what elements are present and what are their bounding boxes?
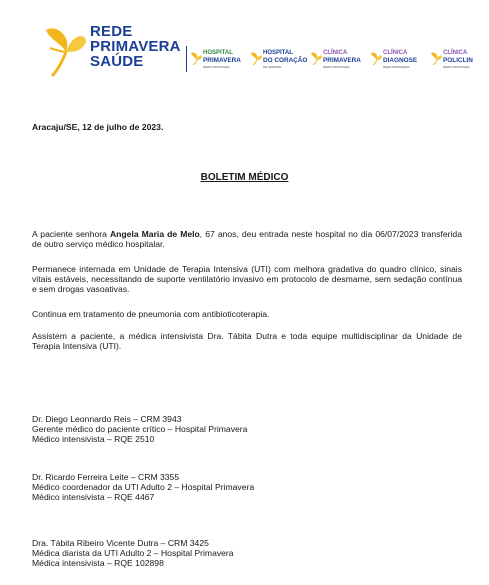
unit-line-2: PRIMAVERA	[203, 57, 241, 64]
signature-role: Médica diarista da UTI Adulto 2 – Hospital Primavera	[32, 548, 234, 559]
signature-rqe: Médico intensivista – RQE 4467	[32, 492, 155, 503]
unit-line-2: POLICLIN	[443, 57, 473, 64]
signature-name: Dr. Diego Leonnardo Reis – CRM 3943	[32, 414, 182, 424]
paragraph-status: Permanece internada em Unidade de Terapia Intensiva (UTI) com melhora gradativa do quadro clínico, sinais vitais estáveis, necessitando de suporte ventilatório invasivo em protocolo de desmame, sem sedação contínua e sem drogas vasoativas.	[32, 264, 462, 295]
paragraph-care-team: Assistem a paciente, a médica intensivista Dra. Tábita Dutra e toda equipe multidisciplinar da Unidade de Terapia Intensiva (UTI).	[32, 331, 462, 352]
unit-logos	[190, 50, 486, 74]
unit-line-2: PRIMAVERA	[323, 57, 361, 64]
unit-line-3: DE SERGIPE	[263, 65, 282, 69]
signature-role: Gerente médico do paciente crítico – Hospital Primavera	[32, 424, 248, 435]
signature-rqe: Médica intensivista – RQE 102898	[32, 558, 164, 569]
paragraph-treatment: Continua em tratamento de pneumonia com antibioticoterapia.	[32, 309, 270, 319]
clinica-diagnose-logo	[370, 50, 426, 74]
header-divider	[186, 46, 187, 72]
clinica-policlin-logo	[430, 50, 486, 74]
p1-before: A paciente senhora	[32, 229, 110, 239]
primavera-flower-icon	[42, 22, 88, 78]
document-date: Aracaju/SE, 12 de julho de 2023.	[32, 122, 164, 132]
brand-line-3: SAÚDE	[90, 53, 144, 70]
unit-line-3: REDE PRIMAVERA	[443, 65, 470, 69]
unit-line-1: CLÍNICA	[383, 50, 408, 56]
letterhead	[0, 0, 489, 92]
unit-line-1: HOSPITAL	[203, 50, 233, 56]
brand-line-2: PRIMAVERA	[90, 38, 181, 55]
flower-icon	[430, 51, 442, 65]
flower-icon	[250, 51, 262, 65]
signature-block	[32, 538, 234, 569]
brand-name	[90, 24, 181, 69]
document-title	[0, 172, 489, 183]
signature-name: Dra. Tábita Ribeiro Vicente Dutra – CRM 3425	[32, 538, 209, 548]
signature-rqe: Médico intensivista – RQE 2510	[32, 434, 155, 445]
hospital-do-coracao-logo	[250, 50, 306, 74]
document-title-text: BOLETIM MÉDICO	[200, 172, 289, 183]
signature-block	[32, 414, 247, 445]
signature-name: Dr. Ricardo Ferreira Leite – CRM 3355	[32, 472, 180, 482]
clinica-primavera-logo	[310, 50, 366, 74]
unit-line-1: CLÍNICA	[443, 50, 468, 56]
patient-name: Angela Maria de Melo	[109, 229, 200, 239]
unit-line-2: DO CORAÇÃO	[263, 57, 308, 64]
paragraph-admission	[32, 229, 462, 249]
hospital-primavera-logo	[190, 50, 246, 74]
p1-after: , 67 anos, deu entrada neste hospital no dia 06/07/2023 transferida de outro serviço médico hospitalar.	[32, 229, 462, 250]
unit-line-1: CLÍNICA	[323, 50, 348, 56]
flower-icon	[310, 51, 322, 65]
signature-block	[32, 472, 254, 503]
brand-line-1: REDE	[90, 23, 133, 40]
flower-icon	[190, 51, 202, 65]
unit-line-3: REDE PRIMAVERA	[203, 65, 230, 69]
flower-icon	[370, 51, 382, 65]
unit-line-1: HOSPITAL	[263, 50, 293, 56]
unit-line-3: REDE PRIMAVERA	[323, 65, 350, 69]
signature-role: Médico coordenador da UTI Adulto 2 – Hospital Primavera	[32, 482, 255, 493]
rede-primavera-logo	[42, 20, 182, 80]
unit-line-3: REDE PRIMAVERA	[383, 65, 410, 69]
unit-line-2: DIAGNOSE	[383, 57, 418, 64]
